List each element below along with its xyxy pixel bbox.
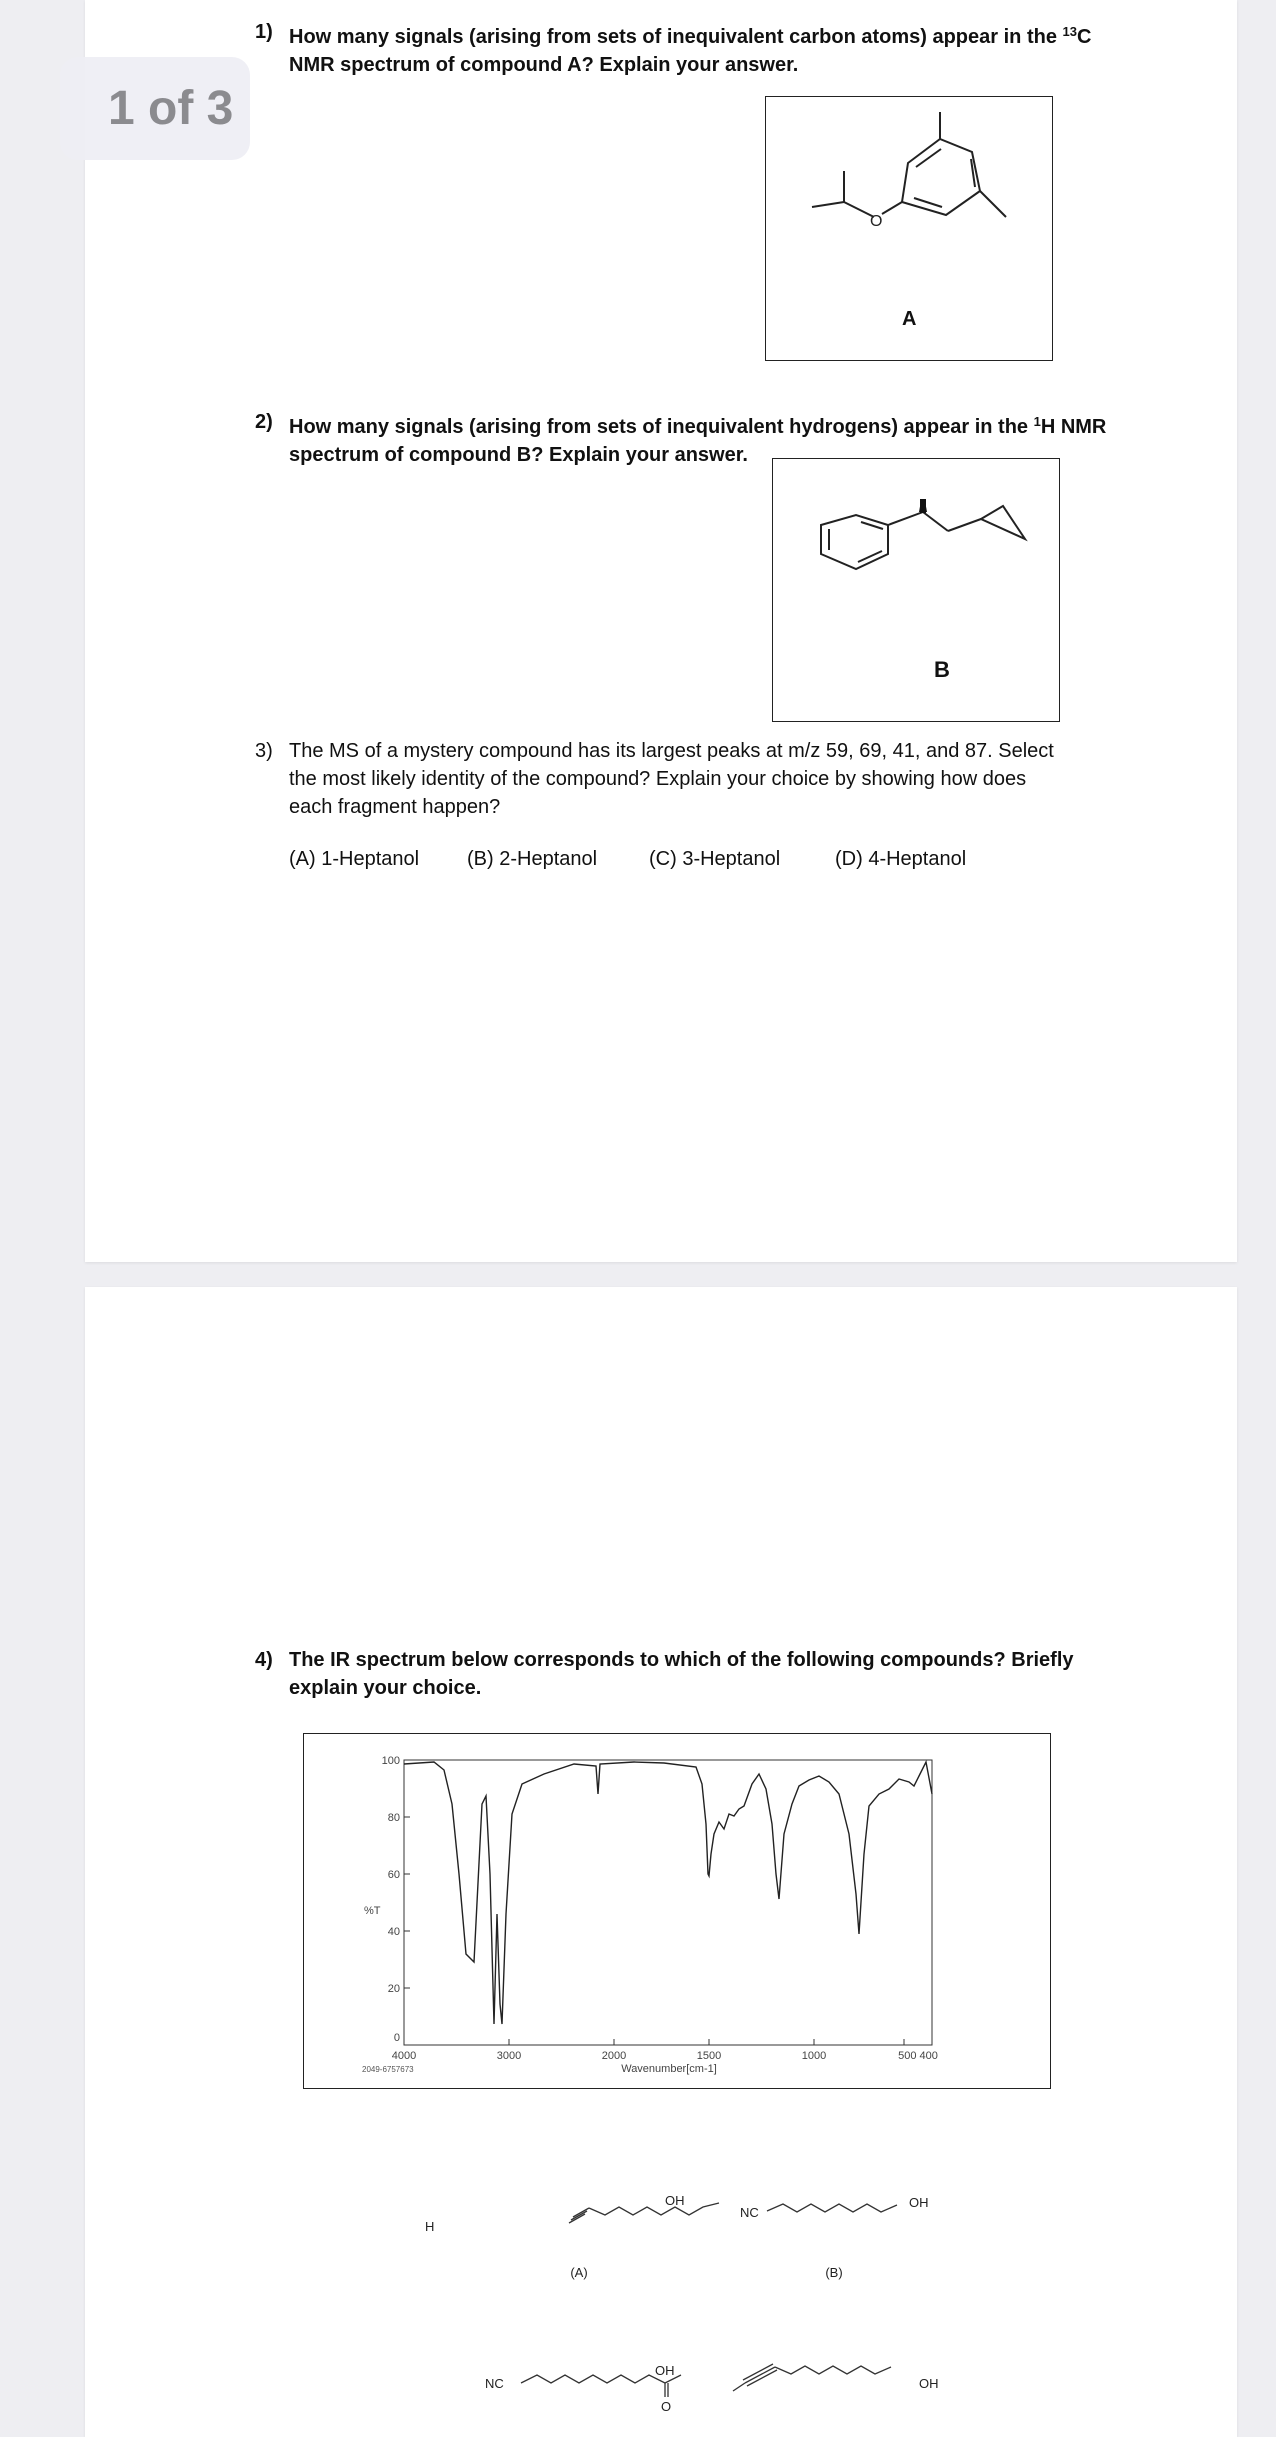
compound-b-label: (B) xyxy=(825,2265,843,2280)
compound-a-figure xyxy=(765,96,1053,361)
compound-c-o: O xyxy=(661,2399,672,2414)
superscript: 1 xyxy=(1033,414,1041,429)
option-d: (D) 4-Heptanol xyxy=(835,848,967,870)
x-tick-label: 3000 xyxy=(496,2050,522,2062)
question-text: The IR spectrum below corresponds to which of the following compounds? Briefly xyxy=(289,1649,1074,1671)
document-page-2 xyxy=(85,1287,1237,2437)
compound-label: B xyxy=(934,657,950,682)
question-text: H NMR xyxy=(1040,416,1107,438)
question-text: How many signals (arising from sets of inequivalent carbon atoms) appear in the xyxy=(289,26,1063,48)
question-text: each fragment happen? xyxy=(289,796,501,818)
compound-a-h: H xyxy=(425,2219,435,2234)
compound-a-oh: OH xyxy=(665,2193,685,2208)
question-text: the most likely identity of the compound? Explain your choice by showing how does xyxy=(289,768,1027,790)
compound-b-oh: OH xyxy=(909,2195,929,2210)
question-number: 2) xyxy=(255,411,273,433)
y-tick-label: 20 xyxy=(387,1983,400,1995)
compound-a-label: (A) xyxy=(570,2265,588,2280)
question-text: The MS of a mystery compound has its largest peaks at m/z 59, 69, 41, and 87. Select xyxy=(289,740,1054,762)
compound-d-oh: OH xyxy=(919,2376,939,2391)
compound-b-nc: NC xyxy=(740,2205,759,2220)
page-counter: 1 of 3 xyxy=(60,57,250,160)
x-axis-label: Wavenumber[cm-1] xyxy=(621,2063,717,2075)
compound-drawings xyxy=(85,1287,1237,2437)
x-tick-label: 4000 xyxy=(391,2050,417,2062)
question-text: C xyxy=(1076,26,1092,48)
y-tick-label: 60 xyxy=(387,1869,400,1881)
question-number: 4) xyxy=(255,1649,273,1671)
question-number: 3) xyxy=(255,740,273,762)
option-b: (B) 2-Heptanol xyxy=(467,848,598,870)
x-tick-label: 2000 xyxy=(601,2050,627,2062)
question-number: 1) xyxy=(255,21,273,43)
option-a: (A) 1-Heptanol xyxy=(289,848,420,870)
x-tick-label: 1500 xyxy=(696,2050,722,2062)
compound-b-structure xyxy=(773,459,1059,721)
x-tick-label: 500 400 xyxy=(898,2050,938,2062)
question-text: How many signals (arising from sets of inequivalent hydrogens) appear in the xyxy=(289,416,1034,438)
svg-text:O: O xyxy=(870,213,883,230)
question-2 xyxy=(255,408,1205,469)
superscript: 13 xyxy=(1062,24,1077,39)
compound-label: A xyxy=(902,308,917,330)
compound-c-oh: OH xyxy=(655,2363,675,2378)
option-c: (C) 3-Heptanol xyxy=(649,848,781,870)
y-tick-label: 100 xyxy=(381,1755,400,1767)
question-3 xyxy=(255,737,1205,821)
compound-c-nc: NC xyxy=(485,2376,504,2391)
question-1 xyxy=(255,18,1205,79)
compound-b-figure xyxy=(772,458,1060,722)
question-text: spectrum of compound B? Explain your answer. xyxy=(289,444,748,466)
question-text: NMR spectrum of compound A? Explain your answer. xyxy=(289,54,799,76)
compound-a-structure xyxy=(766,97,1052,360)
x-tick-label: 1000 xyxy=(801,2050,827,2062)
question-text: explain your choice. xyxy=(289,1677,482,1699)
y-tick-label: 0 xyxy=(393,2032,400,2044)
document-page-1 xyxy=(85,0,1237,1262)
y-tick-label: 80 xyxy=(387,1812,400,1824)
spectrum-code: 2049-6757673 xyxy=(362,2065,414,2074)
y-axis-label: %T xyxy=(364,1905,381,1917)
y-tick-label: 40 xyxy=(387,1926,400,1938)
